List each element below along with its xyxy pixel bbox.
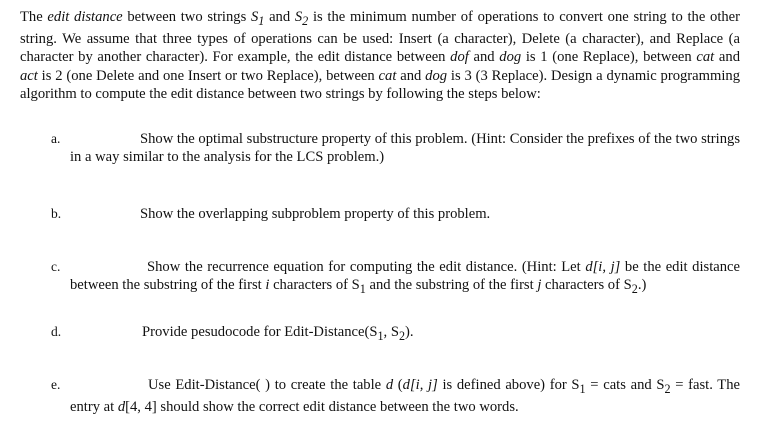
text: = cats and S xyxy=(585,377,665,393)
text: is defined above) for S xyxy=(437,377,580,393)
item-c xyxy=(0,258,764,318)
text: and the substring of the first xyxy=(365,277,538,294)
item-text xyxy=(70,376,740,416)
intro-text: and xyxy=(714,49,740,66)
intro-text: is the minimum number of operations to convert one string to the other string. We assume that three types of operations can be used: Insert (a character), Delete (a character), and Replace (a character by another character). For example, the edit distance between xyxy=(20,9,741,66)
word-dof: dof xyxy=(450,49,469,66)
text: ( xyxy=(393,377,403,393)
intro-text: is 1 (one Replace), between xyxy=(521,49,697,66)
intro-text: between two strings xyxy=(122,9,251,25)
item-text: Show the optimal substructure property of this problem. (Hint: Consider the prefixes of the two strings in a way similar to the analysis for the LCS problem.) xyxy=(70,131,740,166)
var-i: i xyxy=(265,277,270,294)
sub-2: 2 xyxy=(631,282,638,297)
item-label: c. xyxy=(51,259,61,274)
item-text xyxy=(70,258,740,298)
text: Provide pesudocode for Edit-Distance(S xyxy=(142,324,378,340)
var-s: S xyxy=(294,9,303,25)
item-b xyxy=(0,205,764,225)
text: characters of S xyxy=(541,277,632,294)
text: ). xyxy=(405,324,414,340)
item-a xyxy=(0,130,764,170)
text: Show the recurrence equation for computing the edit distance. (Hint: Let xyxy=(147,259,586,275)
text: Use Edit-Distance( ) to create the table xyxy=(148,377,386,393)
intro-paragraph xyxy=(20,8,740,103)
var-d: d xyxy=(117,399,126,416)
item-text xyxy=(70,323,740,345)
var-s: S xyxy=(250,9,259,25)
sub-1: 1 xyxy=(579,381,586,396)
intro-text: and xyxy=(396,67,426,84)
text: .) xyxy=(637,277,647,294)
sub-2: 2 xyxy=(398,328,406,343)
word-act: act xyxy=(20,67,38,84)
text: [4, 4] should show the correct edit distance between the two words. xyxy=(125,399,519,416)
item-label: e. xyxy=(51,377,61,392)
var-j: j xyxy=(537,277,542,294)
term-edit-distance: edit distance xyxy=(47,9,123,25)
index-ij: [i, j] xyxy=(409,377,438,393)
item-label: b. xyxy=(51,206,62,221)
item-d xyxy=(0,323,764,343)
index-ij: [i, j] xyxy=(592,259,621,275)
var-d: d xyxy=(385,377,394,393)
word-cat: cat xyxy=(696,49,715,66)
text: characters of S xyxy=(269,277,360,294)
item-text: Show the overlapping subproblem property of this problem. xyxy=(140,206,491,222)
item-label: a. xyxy=(51,131,61,146)
intro-text: The xyxy=(20,9,48,25)
word-dog: dog xyxy=(425,67,448,84)
word-dog: dog xyxy=(499,49,522,66)
var-d: d xyxy=(402,377,410,393)
sub-1: 1 xyxy=(377,328,384,343)
sub-1: 1 xyxy=(359,282,366,297)
sub-1: 1 xyxy=(258,13,265,28)
sub-2: 2 xyxy=(664,381,671,396)
intro-text: and xyxy=(264,9,295,25)
var-d: d xyxy=(585,259,593,275)
text: , S xyxy=(383,324,399,340)
intro-text: and xyxy=(468,49,500,66)
sub-2: 2 xyxy=(302,13,309,28)
item-label: d. xyxy=(51,324,62,339)
intro-text: is 2 (one Delete and one Insert or two Replace), between xyxy=(37,67,379,84)
item-e xyxy=(0,376,764,416)
word-cat: cat xyxy=(378,67,397,84)
text: = fast. The entry at xyxy=(70,377,740,416)
text: be the edit distance between the substring of the first xyxy=(70,259,740,294)
intro-text: is 3 (3 Replace). Design a dynamic programming algorithm to compute the edit distance between two strings by following the steps below: xyxy=(20,67,740,102)
